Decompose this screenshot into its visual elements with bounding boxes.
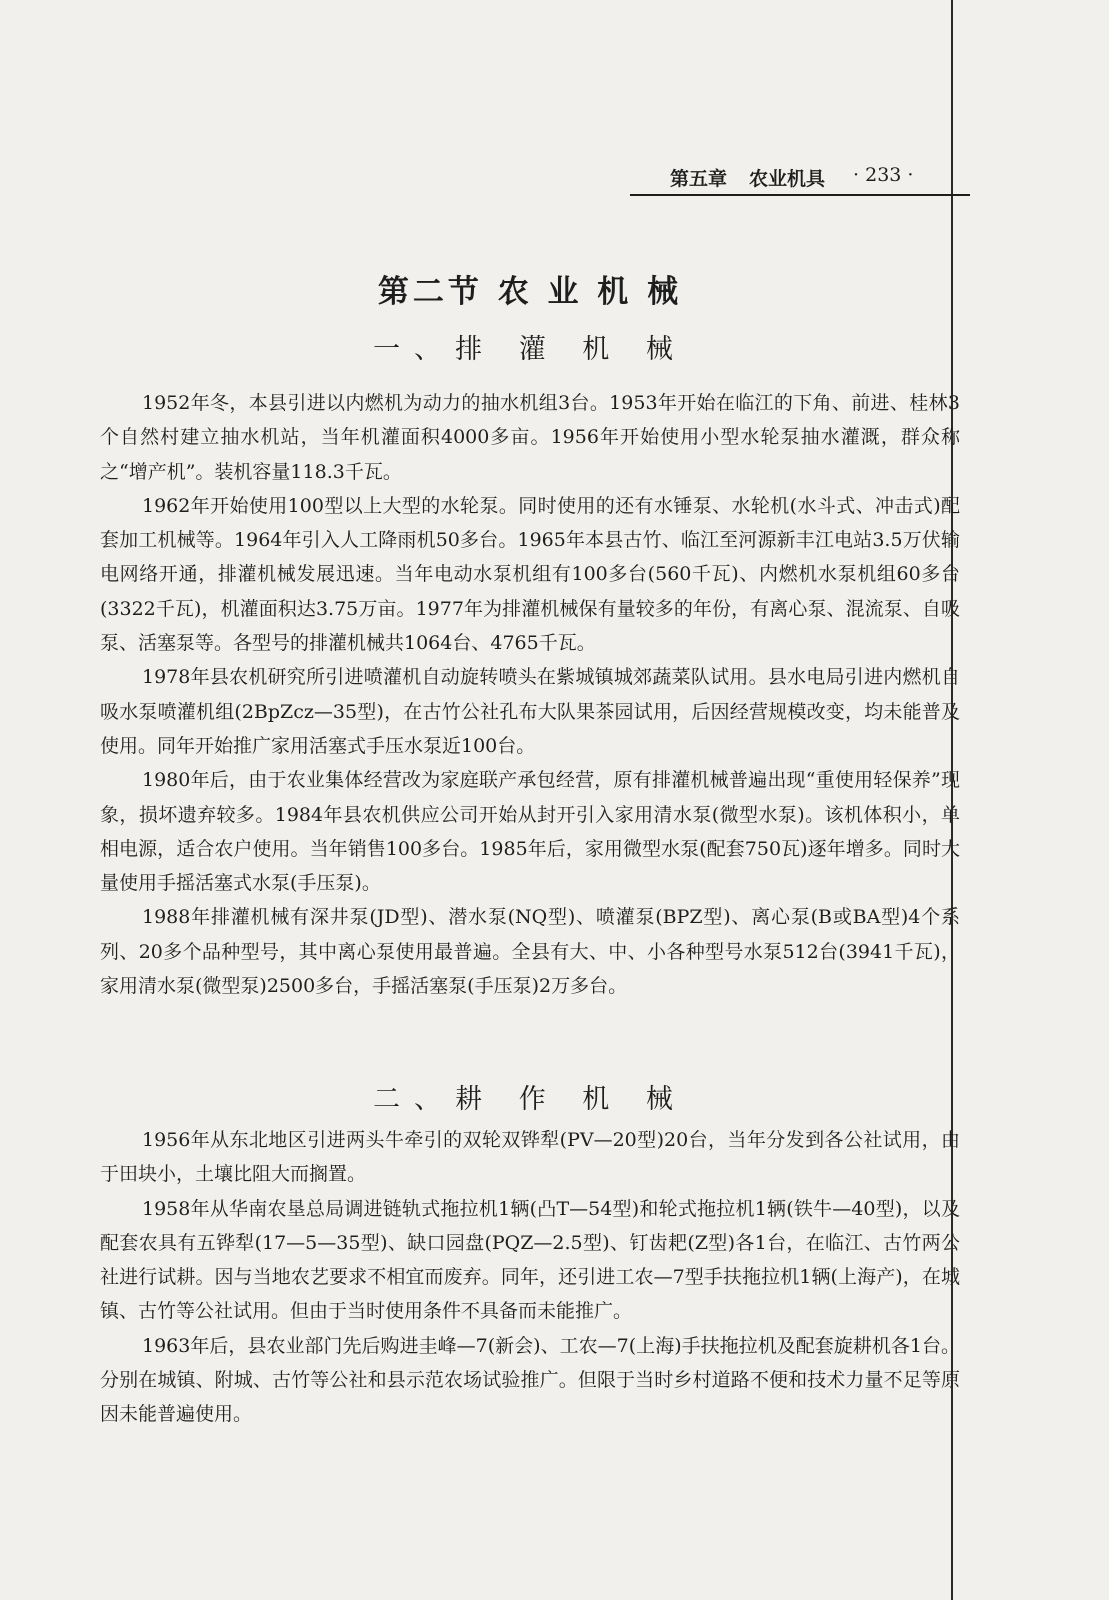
chapter-title: 农业机具	[749, 168, 826, 190]
paragraph: 1958年从华南农垦总局调进链轨式拖拉机1辆(凸T—54型)和轮式拖拉机1辆(铁牛—40型)，以及配套农具有五铧犁(17—5—35型)、缺口园盘(PQZ—2.5型)、钉齿耙(Z型)各1台，在临江、古竹两公社进行试耕。因与当地农艺要求不相宜而废弃。同年，还引进工农—7型手扶拖拉机1辆(上海产)，在城镇、古竹等公社试用。但由于当时使用条件不具备而未能推广。	[100, 1197, 960, 1323]
subsection-title-tillage: 二、耕 作 机 械	[373, 1084, 687, 1115]
page-number: · 233 ·	[853, 164, 914, 186]
paragraph: 1956年从东北地区引进两头牛牵引的双轮双铧犁(PV—20型)20台，当年分发到各公社试用，由于田块小，土壤比阻大而搁置。	[100, 1129, 960, 1186]
paragraph: 1962年开始使用100型以上大型的水轮泵。同时使用的还有水锤泵、水轮机(水斗式、冲击式)配套加工机械等。1964年引入人工降雨机50多台。1965年本县古竹、临江至河源新丰江电站3.5万伏输电网络开通，排灌机械发展迅速。当年电动水泵机组有100多台(560千瓦)、内燃机水泵机组60多台(3322千瓦)，机灌面积达3.75万亩。1977年为排灌机械保有量较多的年份，有离心泵、混流泵、自吸泵、活塞泵等。各型号的排灌机械共1064台、4765千瓦。	[100, 494, 960, 655]
paragraph: 1980年后，由于农业集体经营改为家庭联产承包经营，原有排灌机械普遍出现“重使用轻保养”现象，损坏遗弃较多。1984年县农机供应公司开始从封开引入家用清水泵(微型水泵)。该机体积小，单相电源，适合农户使用。当年销售100多台。1985年后，家用微型水泵(配套750瓦)逐年增多。同时大量使用手摇活塞式水泵(手压泵)。	[100, 769, 960, 895]
irrigation-section-body	[100, 386, 960, 1003]
paragraph: 1988年排灌机械有深井泵(JD型)、潜水泵(NQ型)、喷灌泵(BPZ型)、离心泵(B或BA型)4个系列、20多个品种型号，其中离心泵使用最普遍。全县有大、中、小各种型号水泵512台(3941千瓦)，家用清水泵(微型泵)2500多台，手摇活塞泵(手压泵)2万多台。	[100, 906, 960, 998]
paragraph: 1952年冬，本县引进以内燃机为动力的抽水机组3台。1953年开始在临江的下角、前进、桂林3个自然村建立抽水机站，当年机灌面积4000多亩。1956年开始使用小型水轮泵抽水灌溉，群众称之“增产机”。装机容量118.3千瓦。	[100, 392, 960, 483]
tillage-section-body	[100, 1123, 960, 1432]
running-header	[630, 164, 970, 196]
section-title: 第二节 农 业 机 械	[377, 274, 683, 310]
paragraph: 1963年后，县农业部门先后购进圭峰—7(新会)、工农—7(上海)手扶拖拉机及配套旋耕机各1台。分别在城镇、附城、古竹等公社和县示范农场试验推广。但限于当时乡村道路不便和技术力量不足等原因未能普遍使用。	[100, 1334, 960, 1426]
paragraph: 1978年县农机研究所引进喷灌机自动旋转喷头在紫城镇城郊蔬菜队试用。县水电局引进内燃机自吸水泵喷灌机组(2BpZcz—35型)，在古竹公社孔布大队果茶园试用，后因经营规模改变，均未能普及使用。同年开始推广家用活塞式手压水泵近100台。	[100, 666, 960, 757]
subsection-title-irrigation: 一、排 灌 机 械	[373, 334, 687, 365]
chapter-label: 第五章	[670, 168, 728, 190]
